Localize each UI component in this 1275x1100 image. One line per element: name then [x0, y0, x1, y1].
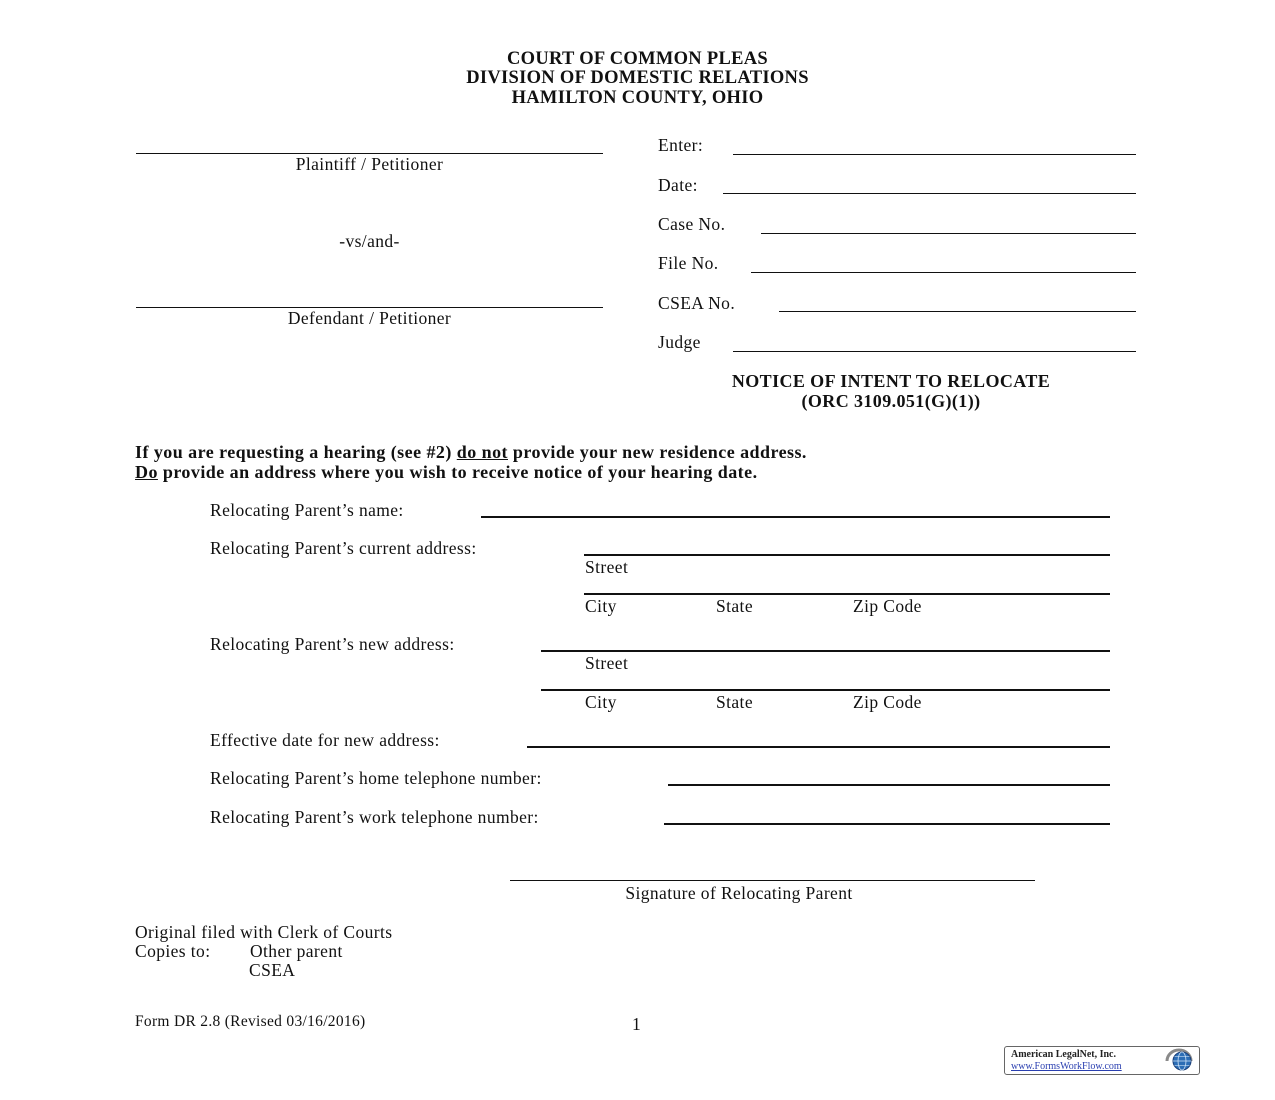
defendant-label: Defendant / Petitioner — [287, 308, 452, 328]
logo-company-name: American LegalNet, Inc. — [1011, 1049, 1116, 1060]
date-field[interactable] — [723, 193, 1136, 194]
judge-label: Judge — [658, 332, 701, 352]
globe-icon — [1163, 1048, 1197, 1073]
new-city-label: City — [585, 692, 617, 712]
court-name: COURT OF COMMON PLEAS — [506, 49, 769, 69]
file-no-label: File No. — [658, 253, 719, 273]
instruction-line-1 — [135, 442, 807, 463]
new-zip-label: Zip Code — [853, 692, 922, 712]
form-id: Form DR 2.8 (Revised 03/16/2016) — [135, 1013, 366, 1030]
new-address-label: Relocating Parent’s new address: — [210, 634, 455, 654]
case-no-field[interactable] — [761, 233, 1136, 234]
current-street-field[interactable] — [584, 554, 1110, 556]
current-state-label: State — [716, 596, 753, 616]
publisher-logo[interactable] — [1004, 1046, 1200, 1075]
case-no-label: Case No. — [658, 214, 726, 234]
new-city-state-zip-field[interactable] — [541, 689, 1110, 691]
work-phone-label: Relocating Parent’s work telephone number: — [210, 807, 539, 827]
name-field[interactable] — [481, 516, 1110, 518]
current-city-state-zip-field[interactable] — [584, 593, 1110, 595]
instruction-2-emphasis: Do — [135, 462, 158, 482]
logo-url[interactable]: www.FormsWorkFlow.com — [1011, 1061, 1122, 1072]
new-state-label: State — [716, 692, 753, 712]
notice-statute: (ORC 3109.051(G)(1)) — [801, 391, 981, 411]
instruction-2-text: provide an address where you wish to receive notice of your hearing date. — [157, 462, 758, 482]
instruction-1-emphasis: do not — [456, 442, 508, 462]
division-name: DIVISION OF DOMESTIC RELATIONS — [466, 68, 809, 88]
notice-title: NOTICE OF INTENT TO RELOCATE — [731, 371, 1051, 391]
copies-to-label: Copies to: — [135, 941, 211, 961]
county-name: HAMILTON COUNTY, OHIO — [511, 88, 764, 108]
home-phone-label: Relocating Parent’s home telephone number: — [210, 768, 542, 788]
vs-label: -vs/and- — [339, 231, 400, 251]
instruction-1-text-a: If you are requesting a hearing (see #2) — [135, 442, 457, 462]
current-zip-label: Zip Code — [853, 596, 922, 616]
signature-label: Signature of Relocating Parent — [625, 883, 853, 903]
instruction-line-2 — [135, 462, 758, 483]
effective-date-label: Effective date for new address: — [210, 730, 440, 750]
current-address-label: Relocating Parent’s current address: — [210, 538, 477, 558]
new-street-label: Street — [585, 653, 629, 673]
name-label: Relocating Parent’s name: — [210, 500, 404, 520]
effective-date-field[interactable] — [527, 746, 1110, 748]
current-city-label: City — [585, 596, 617, 616]
plaintiff-label: Plaintiff / Petitioner — [295, 154, 444, 174]
copy-recipient-csea: CSEA — [249, 960, 296, 980]
enter-label: Enter: — [658, 135, 704, 155]
new-street-field[interactable] — [541, 650, 1110, 652]
current-street-label: Street — [585, 557, 629, 577]
file-no-field[interactable] — [751, 272, 1136, 273]
date-label: Date: — [658, 175, 698, 195]
enter-field[interactable] — [733, 154, 1136, 155]
signature-field[interactable] — [510, 880, 1035, 881]
copy-recipient-other-parent: Other parent — [250, 941, 343, 961]
work-phone-field[interactable] — [664, 823, 1110, 825]
page-number: 1 — [632, 1014, 642, 1034]
csea-no-field[interactable] — [779, 311, 1136, 312]
home-phone-field[interactable] — [668, 784, 1110, 786]
csea-no-label: CSEA No. — [658, 293, 736, 313]
original-filed-note: Original filed with Clerk of Courts — [135, 922, 393, 942]
instruction-1-text-b: provide your new residence address. — [507, 442, 807, 462]
judge-field[interactable] — [733, 351, 1136, 352]
